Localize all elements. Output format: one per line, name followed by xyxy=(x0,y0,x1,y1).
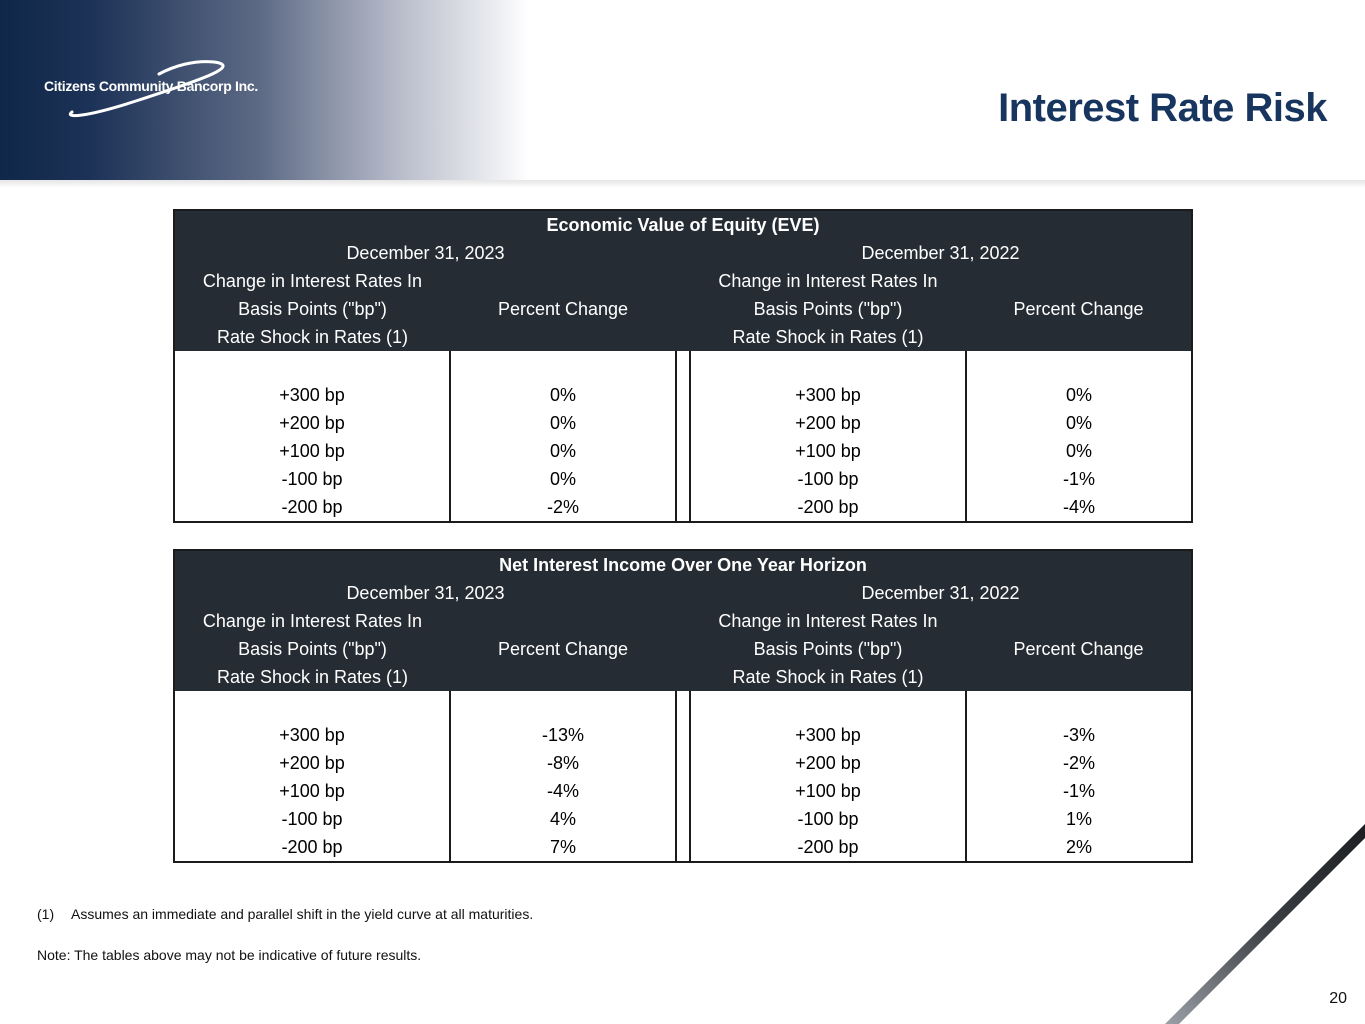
shock-cell: +300 bp xyxy=(279,385,345,405)
pct-cell: 0% xyxy=(966,381,1192,409)
pct-cell: 1% xyxy=(966,805,1192,833)
nii-col-pct-2022: Percent Change xyxy=(1013,639,1144,659)
pct-cell: 0% xyxy=(450,381,676,409)
shock-cell: +200 bp xyxy=(279,413,345,433)
table-row xyxy=(174,749,1192,777)
table-row xyxy=(174,721,1192,749)
footnote-number: (1) xyxy=(37,906,55,922)
shock-cell: -200 bp xyxy=(281,837,343,857)
table-row xyxy=(174,833,1192,862)
shock-cell: -200 bp xyxy=(690,493,966,522)
shock-cell: +300 bp xyxy=(690,721,966,749)
shock-cell: -100 bp xyxy=(281,469,343,489)
nii-col-pct-2023: Percent Change xyxy=(497,639,629,659)
nii-table xyxy=(173,549,1191,863)
company-logo xyxy=(44,60,274,120)
nii-col-shock-2022: Rate Shock in Rates (1) xyxy=(732,667,924,687)
shock-cell: +200 bp xyxy=(279,753,345,773)
eve-col-change-2022: Change in Interest Rates In xyxy=(718,271,938,291)
shock-cell: -100 bp xyxy=(281,809,343,829)
pct-cell: -3% xyxy=(966,721,1192,749)
pct-cell: -4% xyxy=(966,493,1192,522)
nii-table-title: Net Interest Income Over One Year Horizon xyxy=(499,555,867,575)
eve-table-title: Economic Value of Equity (EVE) xyxy=(546,215,820,235)
shock-cell: -200 bp xyxy=(690,833,966,862)
shock-cell: -100 bp xyxy=(690,805,966,833)
eve-col-shock-2022: Rate Shock in Rates (1) xyxy=(732,327,924,347)
table-row xyxy=(174,493,1192,522)
pct-cell: 0% xyxy=(966,437,1192,465)
eve-col-change-2023: Change in Interest Rates In xyxy=(202,271,423,291)
page-number: 20 xyxy=(1329,990,1347,1007)
shock-cell: +100 bp xyxy=(690,777,966,805)
pct-cell: 7% xyxy=(450,833,676,862)
nii-col-bp-2022: Basis Points ("bp") xyxy=(753,639,903,659)
pct-cell: 2% xyxy=(966,833,1192,862)
eve-col-bp-2023: Basis Points ("bp") xyxy=(238,299,387,319)
header-shadow xyxy=(0,180,1365,188)
pct-cell: -1% xyxy=(966,465,1192,493)
nii-col-change-2023: Change in Interest Rates In xyxy=(202,611,423,631)
shock-cell: +200 bp xyxy=(690,409,966,437)
pct-cell: 0% xyxy=(450,437,676,465)
shock-cell: +100 bp xyxy=(279,781,345,801)
pct-cell: 4% xyxy=(450,805,676,833)
eve-col-bp-2022: Basis Points ("bp") xyxy=(753,299,903,319)
shock-cell: -100 bp xyxy=(690,465,966,493)
page-title: Interest Rate Risk xyxy=(998,86,1327,130)
company-name: Citizens Community Bancorp Inc. xyxy=(44,78,258,94)
shock-cell: +100 bp xyxy=(279,441,345,461)
footnote-1 xyxy=(37,906,533,922)
table-row xyxy=(174,381,1192,409)
shock-cell: +300 bp xyxy=(690,381,966,409)
table-row xyxy=(174,465,1192,493)
pct-cell: 0% xyxy=(450,409,676,437)
pct-cell: -13% xyxy=(450,721,676,749)
eve-period-2022: December 31, 2022 xyxy=(861,243,1020,263)
pct-cell: -8% xyxy=(450,749,676,777)
nii-col-shock-2023: Rate Shock in Rates (1) xyxy=(216,667,409,687)
table-row xyxy=(174,777,1192,805)
pct-cell: -1% xyxy=(966,777,1192,805)
nii-col-bp-2023: Basis Points ("bp") xyxy=(238,639,387,659)
shock-cell: +100 bp xyxy=(690,437,966,465)
note-text: Note: The tables above may not be indicative of future results. xyxy=(37,947,422,963)
pct-cell: -2% xyxy=(450,493,676,522)
pct-cell: 0% xyxy=(450,465,676,493)
shock-cell: -200 bp xyxy=(281,497,343,517)
table-row xyxy=(174,437,1192,465)
nii-col-change-2022: Change in Interest Rates In xyxy=(718,611,938,631)
eve-col-pct-2023: Percent Change xyxy=(497,299,629,319)
shock-cell: +300 bp xyxy=(279,725,345,745)
nii-period-2022: December 31, 2022 xyxy=(861,583,1020,603)
table-row xyxy=(174,805,1192,833)
eve-col-pct-2022: Percent Change xyxy=(1013,299,1144,319)
table-row xyxy=(174,409,1192,437)
nii-period-2023: December 31, 2023 xyxy=(346,583,505,603)
pct-cell: 0% xyxy=(966,409,1192,437)
eve-period-2023: December 31, 2023 xyxy=(346,243,505,263)
shock-cell: +200 bp xyxy=(690,749,966,777)
eve-table xyxy=(173,209,1191,523)
footnote-text: Assumes an immediate and parallel shift in the yield curve at all maturities. xyxy=(71,906,534,922)
pct-cell: -2% xyxy=(966,749,1192,777)
eve-col-shock-2023: Rate Shock in Rates (1) xyxy=(216,327,409,347)
pct-cell: -4% xyxy=(450,777,676,805)
